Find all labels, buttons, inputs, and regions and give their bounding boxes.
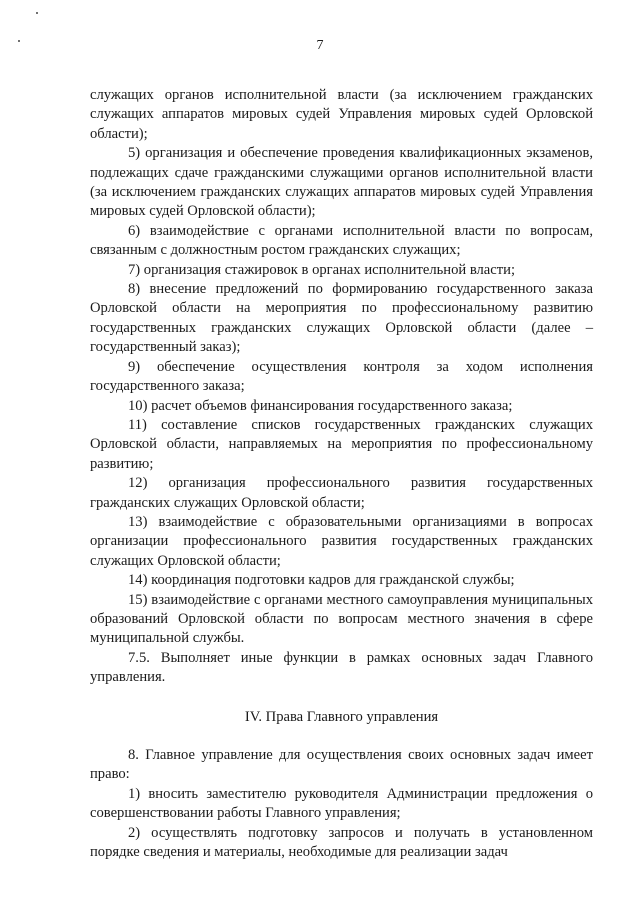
page-number: 7	[316, 38, 324, 53]
paragraph: 8. Главное управление для осуществления своих основных задач имеет право:	[90, 747, 593, 783]
paragraph: 14) координация подготовки кадров для гражданской службы;	[128, 572, 515, 589]
paragraph: 6) взаимодействие с органами исполнительной власти по вопросам, связанным с должностным ростом гражданских служащих;	[90, 222, 593, 259]
paragraph: 1) вносить заместителю руководителя Администрации предложения о совершенствовании работы Главного управления;	[90, 785, 593, 822]
paragraph: 15) взаимодействие с органами местного самоуправления муниципальных образований Орловской области по вопросам местного значения в сфере муниципальной службы.	[90, 591, 593, 647]
paragraph: 13) взаимодействие с образовательными организациями в вопросах организации профессионального развития государственных гражданских служащих Орловской области;	[90, 513, 593, 569]
paragraph: 2) осуществлять подготовку запросов и получать в установленном порядке сведения и материалы, необходимые для реализации задач	[90, 824, 593, 861]
paragraph: 12) организация профессионального развития государственных гражданских служащих Орловской области;	[90, 475, 593, 511]
paragraph: служащих органов исполнительной власти (за исключением гражданских служащих аппаратов мировых судей Управления мировых судей Орловской области);	[90, 87, 593, 142]
section-heading: IV. Права Главного управления	[244, 708, 439, 725]
paragraph: 8) внесение предложений по формированию государственного заказа Орловской области на мероприятия по профессиональному развитию государственных гражданских служащих Орловской области (далее – государственный заказ);	[90, 281, 593, 356]
paragraph: 7.5. Выполняет иные функции в рамках основных задач Главного управления.	[90, 649, 593, 686]
paragraph: 5) организация и обеспечение проведения квалификационных экзаменов, подлежащих сдаче гражданскими служащими органов исполнительной власти (за исключением гражданских служащих аппаратов мировых судей Управления мировых судей Орловской области);	[90, 145, 593, 220]
paragraph: 7) организация стажировок в органах исполнительной власти;	[128, 261, 515, 278]
paragraph: 10) расчет объемов финансирования государственного заказа;	[128, 397, 513, 414]
scan-speck	[36, 12, 38, 14]
paragraph: 9) обеспечение осуществления контроля за ходом исполнения государственного заказа;	[90, 358, 593, 395]
document-body	[90, 86, 593, 862]
paragraph: 11) составление списков государственных гражданских служащих Орловской области, направляемых на мероприятия по профессиональному развитию;	[90, 416, 593, 472]
